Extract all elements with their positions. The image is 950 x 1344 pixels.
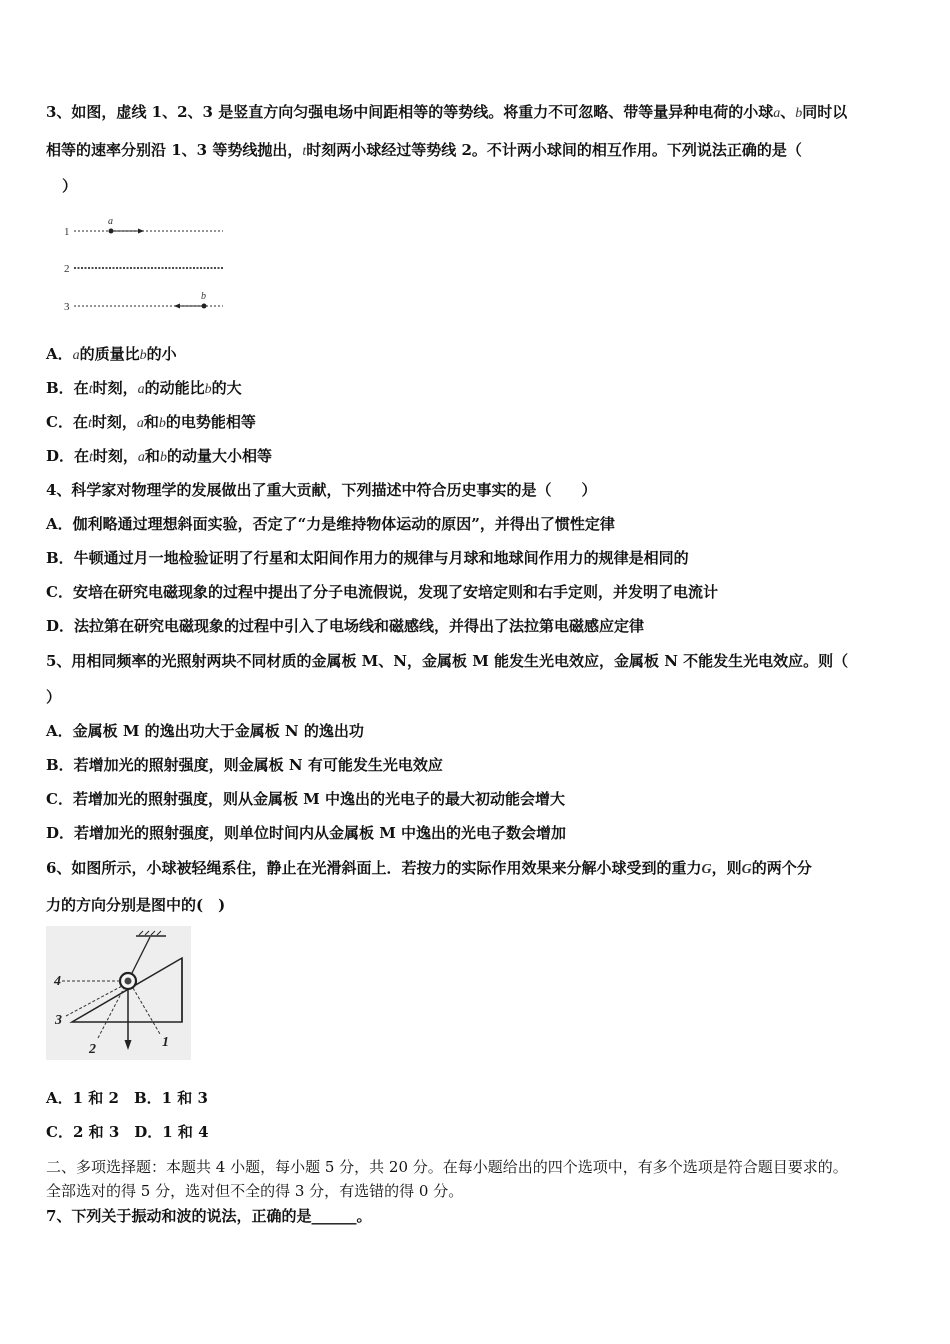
q3-option-d — [46, 446, 910, 468]
line-label-2: 2 — [64, 263, 70, 275]
q4-option-b: B．牛顿通过月一地检验证明了行星和太阳间作用力的规律与月球和地球间作用力的规律是相同的 — [46, 549, 689, 567]
option-text: 时刻， — [92, 447, 138, 465]
var-t: t — [88, 382, 93, 397]
option-text: 的动量大小相等 — [166, 447, 272, 465]
q7-stem: 7、下列关于振动和波的说法，正确的是______。 — [46, 1207, 372, 1225]
q5-option-c: C．若增加光的照射强度，则从金属板 M 中逸出的光电子的最大初动能会增大 — [46, 790, 565, 808]
var-a: a — [137, 450, 145, 465]
option-text: 的动能比 — [144, 379, 205, 397]
section2-heading-line2: 全部选对的得 5 分，选对但不全的得 3 分，有选错的得 0 分。 — [46, 1182, 464, 1200]
var-b: b — [795, 106, 803, 121]
ball-b-label: b — [201, 291, 206, 302]
q3-text: 3、如图，虚线 1、2、3 是竖直方向匀强电场中间距相等的等势线。将重力不可忽略、带等量异种电荷的小球 — [46, 103, 774, 121]
label-2: 2 — [89, 1042, 96, 1057]
q4-option-c: C．安培在研究电磁现象的过程中提出了分子电流假说，发现了安培定则和右手定则，并发明了电流计 — [46, 583, 718, 601]
q6-text: ，则 — [711, 859, 742, 877]
option-text: 的电势能相等 — [165, 413, 256, 431]
option-prefix: D．在 — [46, 447, 90, 465]
q3-sep: 、 — [780, 103, 796, 121]
var-g: G — [741, 862, 752, 877]
arrowhead-a — [138, 229, 144, 234]
option-prefix: C．在 — [46, 413, 88, 431]
section2-heading-line1: 二、多项选择题：本题共 4 小题，每小题 5 分，共 20 分。在每小题给出的四个选项中，有多个选项是符合题目要求的。 — [46, 1158, 848, 1176]
option-text: 的质量比 — [79, 345, 140, 363]
q5-option-b: B．若增加光的照射强度，则金属板 N 有可能发生光电效应 — [46, 756, 443, 774]
q3-text-end: 同时以 — [802, 103, 848, 121]
var-t: t — [87, 416, 92, 431]
q4-stem: 4、科学家对物理学的发展做出了重大贡献，下列描述中符合历史事实的是（ ） — [46, 481, 597, 499]
q3-text: 相等的速率分别沿 1、3 等势线抛出， — [46, 141, 303, 159]
q4-option-d: D．法拉第在研究电磁现象的过程中引入了电场线和磁感线，并得出了法拉第电磁感应定律 — [46, 617, 645, 635]
q6-incline-figure — [46, 926, 191, 1060]
q6-stem-line1 — [46, 858, 910, 880]
line-label-3: 3 — [64, 301, 70, 313]
option-text: 时刻， — [92, 379, 138, 397]
option-prefix: A． — [46, 345, 73, 363]
q3-option-c — [46, 412, 910, 434]
q3-equipotential-figure — [58, 212, 238, 317]
var-a: a — [136, 416, 144, 431]
var-b: b — [159, 450, 167, 465]
q3-stem-line1 — [46, 102, 910, 124]
option-text: 和 — [144, 447, 160, 465]
var-t: t — [302, 144, 307, 159]
label-1: 1 — [162, 1035, 169, 1050]
q3-option-b — [46, 378, 910, 400]
q5-stem-line2: ） — [46, 688, 62, 706]
q6-stem-line2: 力的方向分别是图中的( ) — [46, 896, 226, 914]
q3-option-a — [46, 344, 910, 366]
q5-option-a: A．金属板 M 的逸出功大于金属板 N 的逸出功 — [46, 722, 364, 740]
q6-options-row1: A．1 和 2 B．1 和 3 — [46, 1089, 208, 1107]
label-3: 3 — [55, 1013, 62, 1028]
q5-option-d: D．若增加光的照射强度，则单位时间内从金属板 M 中逸出的光电子数会增加 — [46, 824, 567, 842]
option-text: 和 — [143, 413, 159, 431]
arrowhead-b — [174, 304, 180, 309]
var-b: b — [204, 382, 212, 397]
line-label-1: 1 — [64, 226, 70, 238]
ball-a-label: a — [108, 216, 113, 227]
ball-center — [125, 978, 132, 985]
q3-stem-line2 — [46, 140, 910, 162]
option-text: 的小 — [146, 345, 177, 363]
var-g: G — [701, 862, 712, 877]
q3-text-end: 时刻两小球经过等势线 2。不计两小球间的相互作用。下列说法正确的是（ — [306, 141, 802, 159]
q6-text: 6、如图所示，小球被轻绳系住，静止在光滑斜面上．若按力的实际作用效果来分解小球受到的重力 — [46, 859, 702, 877]
option-text: 时刻， — [91, 413, 137, 431]
option-text: 的大 — [211, 379, 242, 397]
q6-options-row2: C．2 和 3 D．1 和 4 — [46, 1123, 209, 1141]
label-4: 4 — [54, 974, 61, 989]
var-t: t — [89, 450, 93, 465]
var-b: b — [139, 348, 147, 363]
q3-stem-line3: ） — [62, 177, 78, 195]
figure-background — [46, 926, 191, 1060]
option-prefix: B．在 — [46, 379, 89, 397]
ball-b — [202, 304, 207, 309]
var-a: a — [137, 382, 145, 397]
var-a: a — [72, 348, 80, 363]
q6-text: 的两个分 — [751, 859, 812, 877]
q4-option-a: A．伽利略通过理想斜面实验，否定了“力是维持物体运动的原因”，并得出了惯性定律 — [46, 515, 615, 533]
q5-stem-line1: 5、用相同频率的光照射两块不同材质的金属板 M、N，金属板 M 能发生光电效应，金属板 N 不能发生光电效应。则（ — [46, 652, 849, 670]
var-b: b — [158, 416, 166, 431]
var-a: a — [773, 106, 781, 121]
ball-a — [109, 229, 114, 234]
